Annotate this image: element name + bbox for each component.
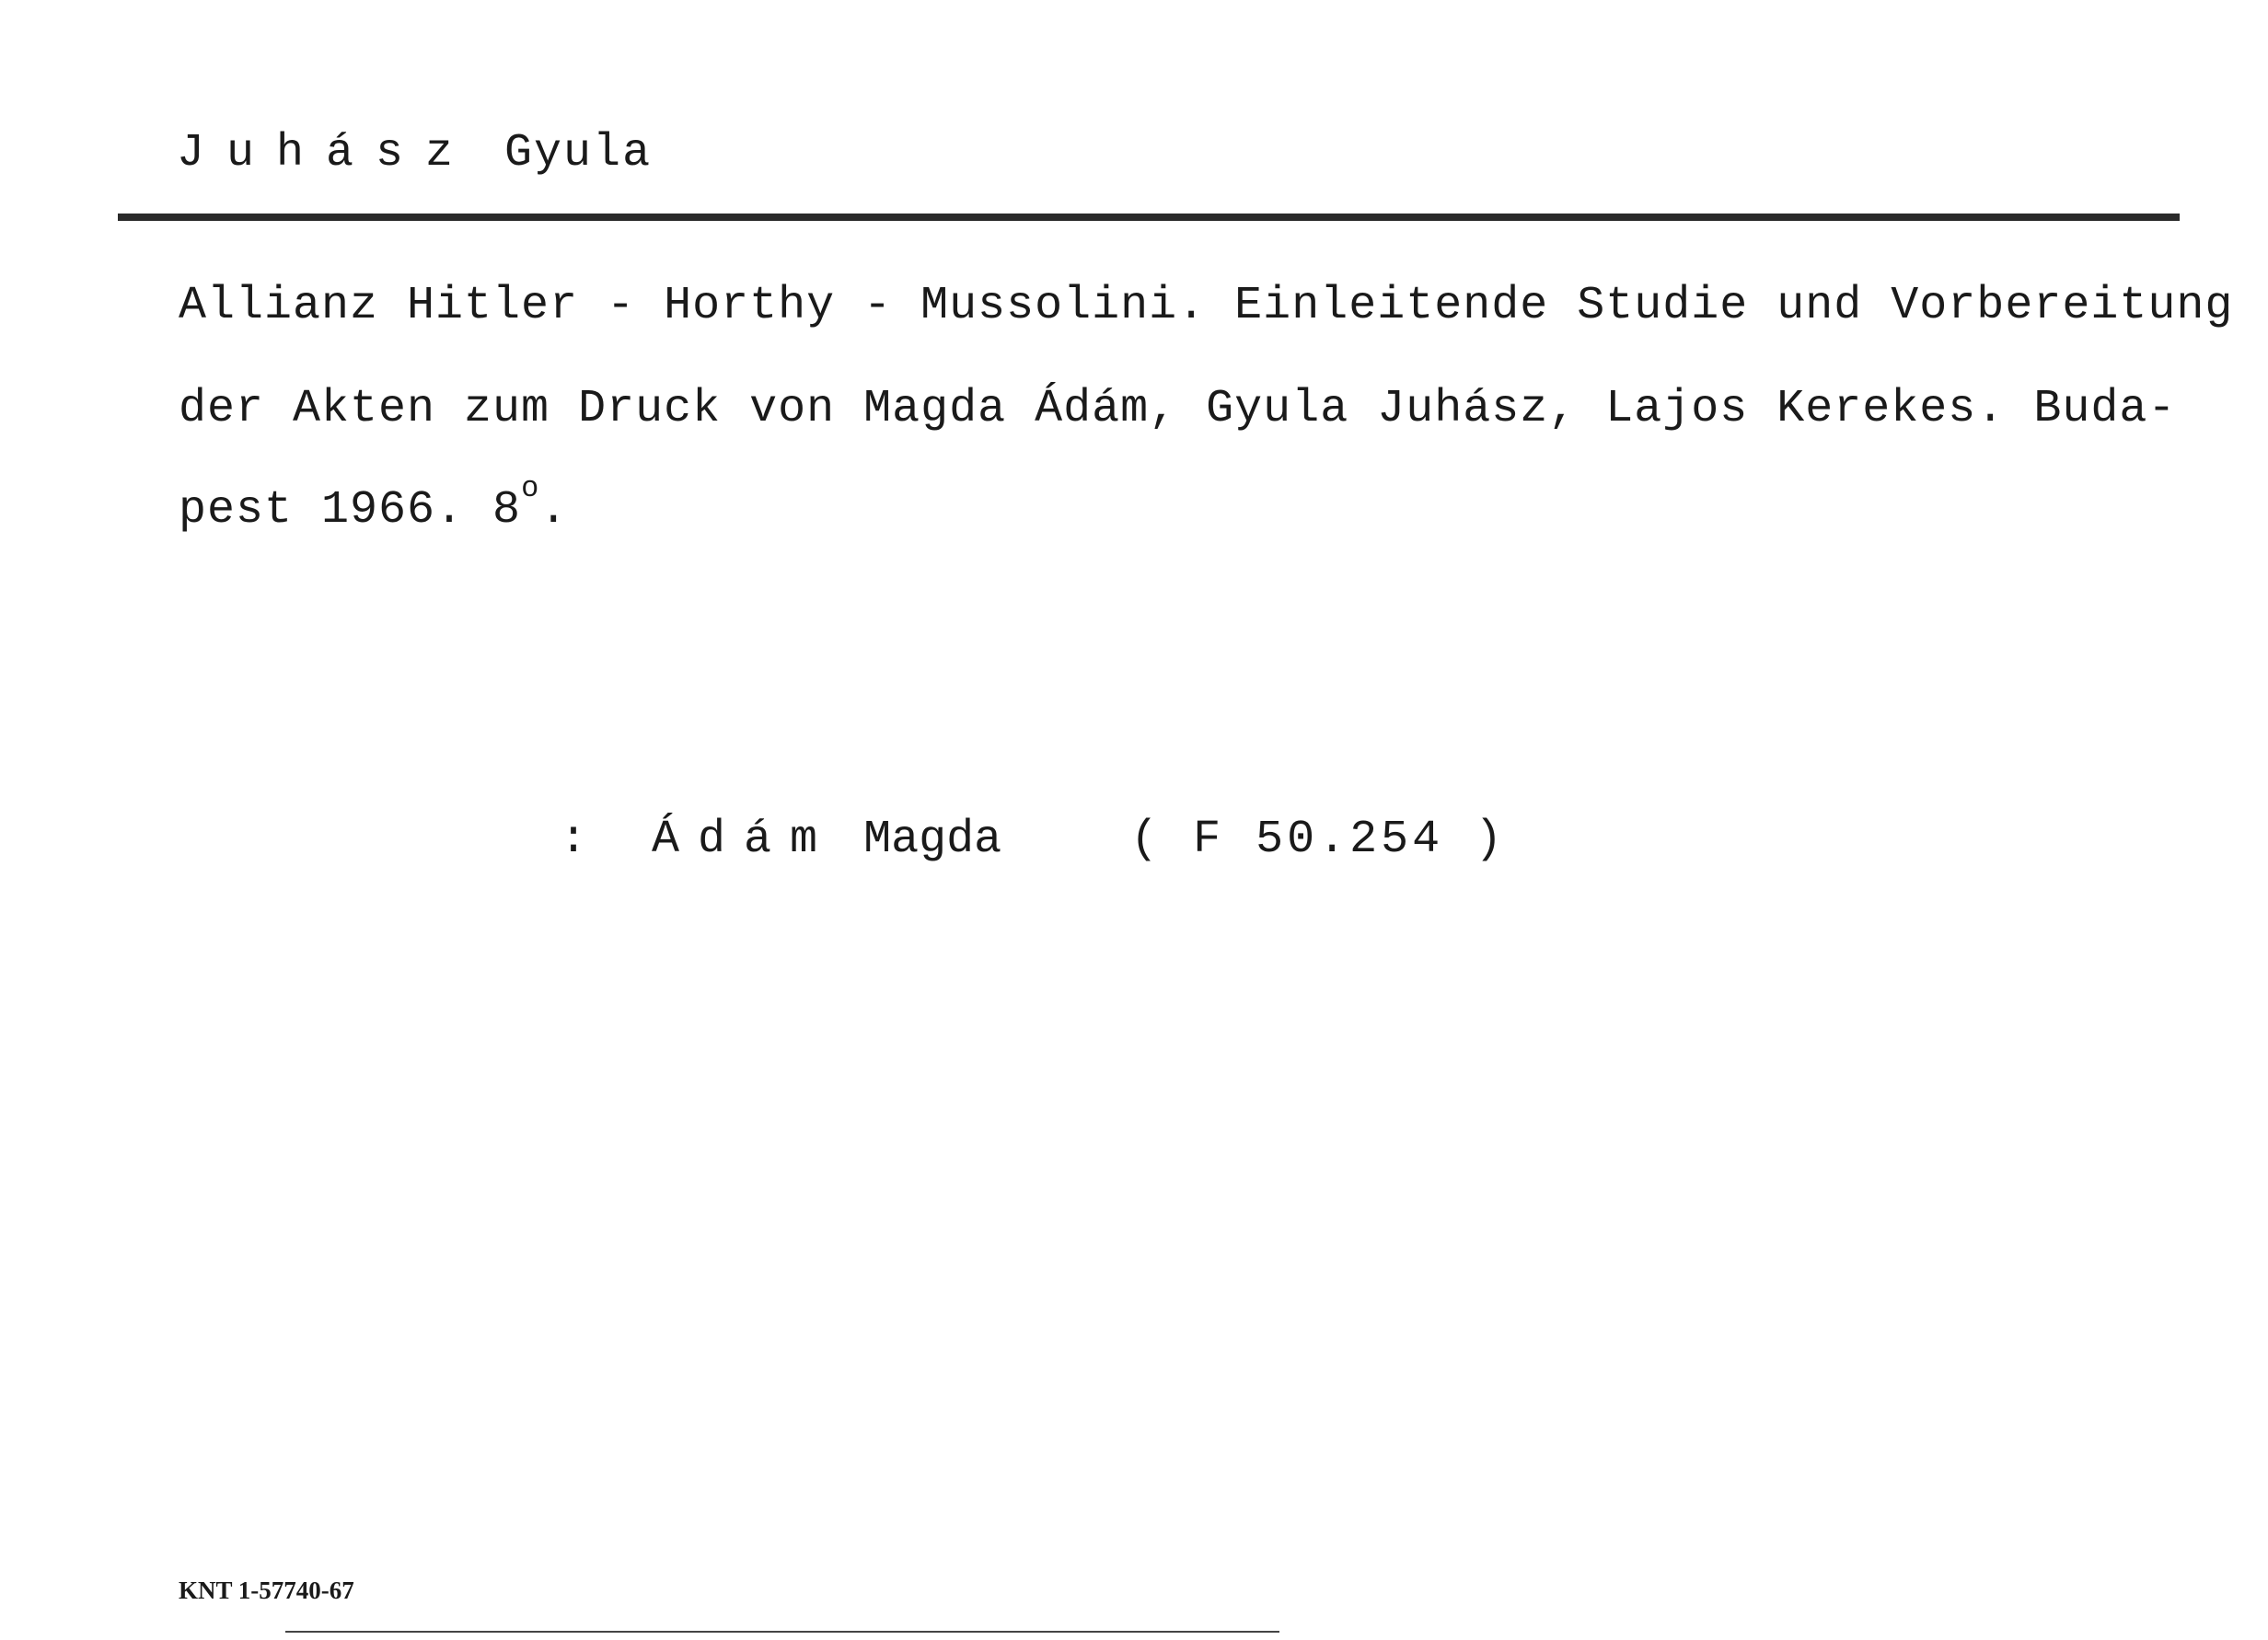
cross-reference-given-name: Magda (863, 814, 1002, 866)
author-given-name: Gyula (504, 127, 653, 179)
description-line-2: der Akten zum Druck von Magda Ádám, Gyula Juhász, Lajos Kerekes. Buda- (179, 383, 2177, 435)
description-line-3-text: pest 1966. 8 (179, 484, 522, 537)
cross-reference-surname: Ádám (652, 814, 837, 866)
heading-rule (118, 214, 2180, 221)
author-heading (177, 127, 652, 179)
shelfmark: ( F 50.254 ) (1130, 814, 1507, 866)
description-line-3 (179, 471, 569, 537)
format-superscript: o (521, 471, 540, 505)
line-end-period: . (539, 484, 569, 537)
description-line-1: Allianz Hitler - Horthy - Mussolini. Einleitende Studie und Vorbereitung (179, 280, 2234, 332)
author-surname: Juhász (177, 127, 476, 179)
card-bottom-edge (285, 1631, 1279, 1633)
cross-reference (560, 814, 1506, 866)
printer-code: KNT 1-57740-67 (179, 1576, 354, 1604)
cross-reference-colon: : (560, 814, 588, 866)
